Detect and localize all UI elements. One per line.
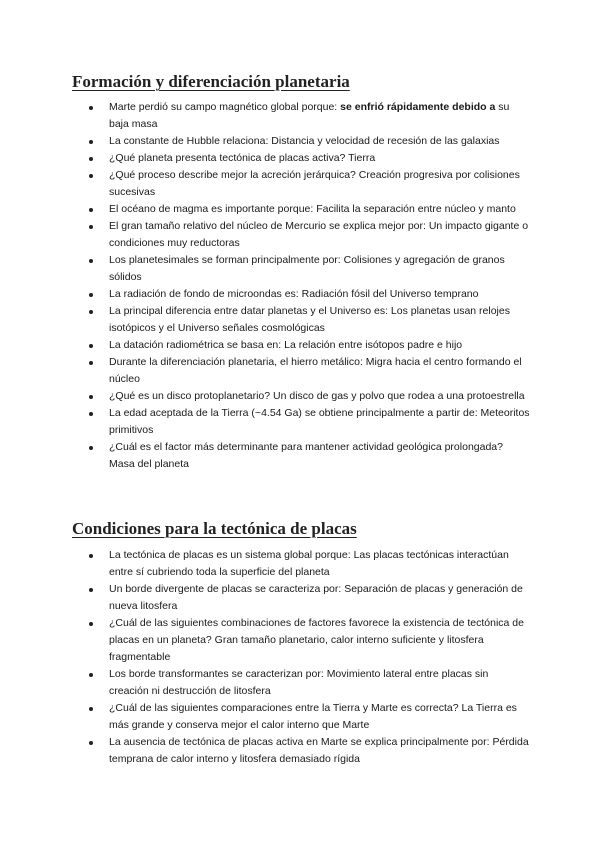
bullet-icon bbox=[89, 446, 93, 450]
bullet-icon bbox=[89, 361, 93, 365]
item-text-part: La datación radiométrica se basa en: La relación entre isótopos padre e hijo bbox=[109, 339, 463, 351]
list-item bbox=[0, 167, 600, 201]
bullet-icon bbox=[89, 622, 93, 626]
list-item-text bbox=[109, 303, 530, 337]
list-item-text bbox=[109, 581, 530, 615]
bullet-list-formacion bbox=[0, 99, 600, 473]
item-text-part: El gran tamaño relativo del núcleo de Mercurio se explica mejor por: Un impacto gigante o condiciones muy reductoras bbox=[109, 220, 529, 249]
item-text-part: ¿Qué es un disco protoplanetario? Un disco de gas y polvo que rodea a una protoestrella bbox=[109, 390, 525, 402]
item-text-part: ¿Qué planeta presenta tectónica de placas activa? Tierra bbox=[109, 152, 376, 164]
list-item-text bbox=[109, 439, 530, 473]
list-item-text bbox=[109, 615, 530, 666]
bullet-icon bbox=[89, 707, 93, 711]
list-item-text bbox=[109, 201, 530, 218]
list-item-text bbox=[109, 286, 530, 303]
bullet-icon bbox=[89, 157, 93, 161]
list-item-text bbox=[109, 405, 530, 439]
bullet-icon bbox=[89, 293, 93, 297]
bullet-icon bbox=[89, 673, 93, 677]
item-text-part: La edad aceptada de la Tierra (~4.54 Ga) se obtiene principalmente a partir de: Meteoritos primitivos bbox=[109, 407, 530, 436]
list-item bbox=[0, 734, 600, 768]
list-item bbox=[0, 666, 600, 700]
list-item bbox=[0, 388, 600, 405]
item-text-part: Los borde transformantes se caracterizan por: Movimiento lateral entre placas sin creación ni destrucción de litosfera bbox=[109, 668, 489, 697]
bullet-icon bbox=[89, 208, 93, 212]
list-item-text bbox=[109, 337, 530, 354]
list-item-text bbox=[109, 167, 530, 201]
item-bold-part: se enfrió rápidamente debido a bbox=[340, 101, 496, 113]
item-text-part: Un borde divergente de placas se caracteriza por: Separación de placas y generación de nueva litosfera bbox=[109, 583, 523, 612]
list-item bbox=[0, 99, 600, 133]
list-item bbox=[0, 252, 600, 286]
item-text-rest: su baja masa bbox=[109, 101, 510, 130]
list-item bbox=[0, 354, 600, 388]
list-item-text bbox=[109, 99, 530, 133]
item-text-part: La ausencia de tectónica de placas activa en Marte se explica principalmente por: Pérdida temprana de calor interno y litosfera demasiado rígida bbox=[109, 736, 529, 765]
item-text-part: ¿Cuál de las siguientes combinaciones de factores favorece la existencia de tectónica de placas en un planeta? Gran tamaño planetario, calor interno suficiente y litosfera fragmentable bbox=[109, 617, 524, 663]
item-text-part: ¿Qué proceso describe mejor la acreción jerárquica? Creación progresiva por colisiones sucesivas bbox=[109, 169, 520, 198]
item-text-part: La principal diferencia entre datar planetas y el Universo es: Los planetas usan relojes isotópicos y el Universo señales cosmológicas bbox=[109, 305, 510, 334]
list-item-text bbox=[109, 666, 530, 700]
list-item bbox=[0, 581, 600, 615]
list-item bbox=[0, 337, 600, 354]
list-item-text bbox=[109, 734, 530, 768]
list-item bbox=[0, 303, 600, 337]
list-item bbox=[0, 150, 600, 167]
item-text-part: Marte perdió su campo magnético global porque: bbox=[109, 101, 341, 113]
bullet-icon bbox=[89, 554, 93, 558]
bullet-icon bbox=[89, 588, 93, 592]
item-text-part: El océano de magma es importante porque: Facilita la separación entre núcleo y manto bbox=[109, 203, 516, 215]
list-item bbox=[0, 547, 600, 581]
list-item bbox=[0, 133, 600, 150]
list-item-text bbox=[109, 150, 530, 167]
list-item bbox=[0, 615, 600, 666]
bullet-icon bbox=[89, 259, 93, 263]
item-text-part: La constante de Hubble relaciona: Distancia y velocidad de recesión de las galaxias bbox=[109, 135, 500, 147]
list-item bbox=[0, 286, 600, 303]
list-item bbox=[0, 218, 600, 252]
section-heading-formacion: Formación y diferenciación planetaria bbox=[72, 72, 350, 91]
bullet-icon bbox=[89, 344, 93, 348]
bullet-icon bbox=[89, 225, 93, 229]
item-text-part: La tectónica de placas es un sistema global porque: Las placas tectónicas interactúan entre sí cubriendo toda la superficie del planeta bbox=[109, 549, 509, 578]
list-item-text bbox=[109, 547, 530, 581]
list-item-text bbox=[109, 354, 530, 388]
bullet-icon bbox=[89, 412, 93, 416]
bullet-icon bbox=[89, 140, 93, 144]
bullet-icon bbox=[89, 395, 93, 399]
list-item bbox=[0, 700, 600, 734]
section-heading-tectonica: Condiciones para la tectónica de placas bbox=[72, 519, 357, 538]
list-item-text bbox=[109, 218, 530, 252]
list-item-text bbox=[109, 700, 530, 734]
bullet-list-tectonica bbox=[0, 547, 600, 768]
bullet-icon bbox=[89, 310, 93, 314]
bullet-icon bbox=[89, 106, 93, 110]
item-text-part: Durante la diferenciación planetaria, el hierro metálico: Migra hacia el centro formando el núcleo bbox=[109, 356, 522, 385]
list-item bbox=[0, 405, 600, 439]
list-item bbox=[0, 201, 600, 218]
list-item-text bbox=[109, 252, 530, 286]
bullet-icon bbox=[89, 174, 93, 178]
list-item-text bbox=[109, 388, 530, 405]
list-item bbox=[0, 439, 600, 473]
bullet-icon bbox=[89, 741, 93, 745]
item-text-part: Los planetesimales se forman principalmente por: Colisiones y agregación de granos sólidos bbox=[109, 254, 505, 283]
item-text-part: ¿Cuál es el factor más determinante para mantener actividad geológica prolongada? Masa del planeta bbox=[109, 441, 503, 470]
item-text-part: La radiación de fondo de microondas es: Radiación fósil del Universo temprano bbox=[109, 288, 479, 300]
item-text-part: ¿Cuál de las siguientes comparaciones entre la Tierra y Marte es correcta? La Tierra es más grande y conserva mejor el calor interno que Marte bbox=[109, 702, 517, 731]
list-item-text bbox=[109, 133, 530, 150]
